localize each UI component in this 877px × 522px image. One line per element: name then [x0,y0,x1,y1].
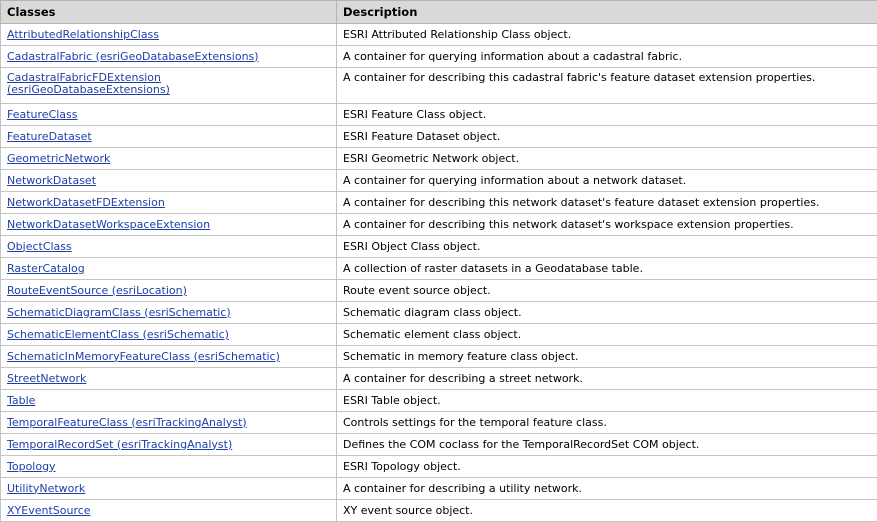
description-cell: A container for querying information about a cadastral fabric. [337,46,877,68]
table-row [1,24,877,46]
class-link[interactable]: SchematicDiagramClass (esriSchematic) [7,306,231,319]
description-cell: XY event source object. [337,500,877,522]
description-cell: A container for describing a utility network. [337,478,877,500]
class-link[interactable]: FeatureDataset [7,130,92,143]
description-cell: A container for describing a street network. [337,368,877,390]
description-cell: A container for describing this network dataset's feature dataset extension properties. [337,192,877,214]
table-row [1,68,877,104]
class-link[interactable]: Topology [7,460,56,473]
class-cell [1,302,337,324]
description-cell: ESRI Table object. [337,390,877,412]
description-cell: ESRI Feature Class object. [337,104,877,126]
class-cell [1,500,337,522]
class-cell [1,236,337,258]
description-cell: ESRI Object Class object. [337,236,877,258]
description-cell: A collection of raster datasets in a Geodatabase table. [337,258,877,280]
class-cell [1,192,337,214]
class-link[interactable]: GeometricNetwork [7,152,110,165]
class-cell [1,390,337,412]
description-cell: Route event source object. [337,280,877,302]
class-link[interactable]: XYEventSource [7,504,91,517]
table-row [1,192,877,214]
description-cell: A container for querying information about a network dataset. [337,170,877,192]
description-cell: Schematic diagram class object. [337,302,877,324]
table-row [1,390,877,412]
class-cell [1,148,337,170]
class-cell [1,368,337,390]
table-row [1,478,877,500]
table-row [1,258,877,280]
description-cell: ESRI Geometric Network object. [337,148,877,170]
class-link[interactable]: SchematicElementClass (esriSchematic) [7,328,229,341]
class-cell [1,280,337,302]
table-row [1,170,877,192]
class-link[interactable]: SchematicInMemoryFeatureClass (esriSchematic) [7,350,280,363]
class-link[interactable]: TemporalFeatureClass (esriTrackingAnalyst) [7,416,247,429]
class-link[interactable]: FeatureClass [7,108,78,121]
class-link[interactable]: CadastralFabricFDExtension (esriGeoDatabaseExtensions) [7,72,237,96]
table-row [1,126,877,148]
table-row [1,214,877,236]
table-row [1,280,877,302]
class-link[interactable]: Table [7,394,35,407]
description-cell: Schematic in memory feature class object. [337,346,877,368]
description-cell: A container for describing this network dataset's workspace extension properties. [337,214,877,236]
class-link[interactable]: NetworkDataset [7,174,96,187]
class-cell [1,170,337,192]
table-row [1,456,877,478]
class-cell [1,46,337,68]
description-cell: A container for describing this cadastral fabric's feature dataset extension properties. [337,68,877,104]
table-row [1,368,877,390]
class-link[interactable]: StreetNetwork [7,372,86,385]
class-link[interactable]: ObjectClass [7,240,72,253]
table-row [1,346,877,368]
header-description: Description [337,1,877,24]
class-cell [1,126,337,148]
class-cell [1,324,337,346]
class-link[interactable]: CadastralFabric (esriGeoDatabaseExtensions) [7,50,259,63]
class-link[interactable]: NetworkDatasetWorkspaceExtension [7,218,210,231]
description-cell: Defines the COM coclass for the TemporalRecordSet COM object. [337,434,877,456]
class-cell [1,346,337,368]
class-cell [1,434,337,456]
class-link[interactable]: UtilityNetwork [7,482,85,495]
class-link[interactable]: RouteEventSource (esriLocation) [7,284,187,297]
header-classes: Classes [1,1,337,24]
class-link[interactable]: AttributedRelationshipClass [7,28,159,41]
class-cell [1,412,337,434]
table-row [1,412,877,434]
class-cell [1,24,337,46]
table-row [1,302,877,324]
class-cell [1,478,337,500]
class-cell [1,214,337,236]
table-row [1,500,877,522]
class-cell [1,456,337,478]
table-row [1,148,877,170]
table-row [1,46,877,68]
table-header-row [1,1,877,24]
table-row [1,434,877,456]
class-link[interactable]: RasterCatalog [7,262,85,275]
class-link[interactable]: TemporalRecordSet (esriTrackingAnalyst) [7,438,232,451]
class-cell [1,104,337,126]
description-cell: ESRI Attributed Relationship Class object. [337,24,877,46]
description-cell: ESRI Topology object. [337,456,877,478]
description-cell: ESRI Feature Dataset object. [337,126,877,148]
description-cell: Schematic element class object. [337,324,877,346]
class-link[interactable]: NetworkDatasetFDExtension [7,196,165,209]
description-cell: Controls settings for the temporal feature class. [337,412,877,434]
class-cell [1,258,337,280]
table-row [1,324,877,346]
table-row [1,236,877,258]
table-row [1,104,877,126]
class-cell [1,68,337,104]
